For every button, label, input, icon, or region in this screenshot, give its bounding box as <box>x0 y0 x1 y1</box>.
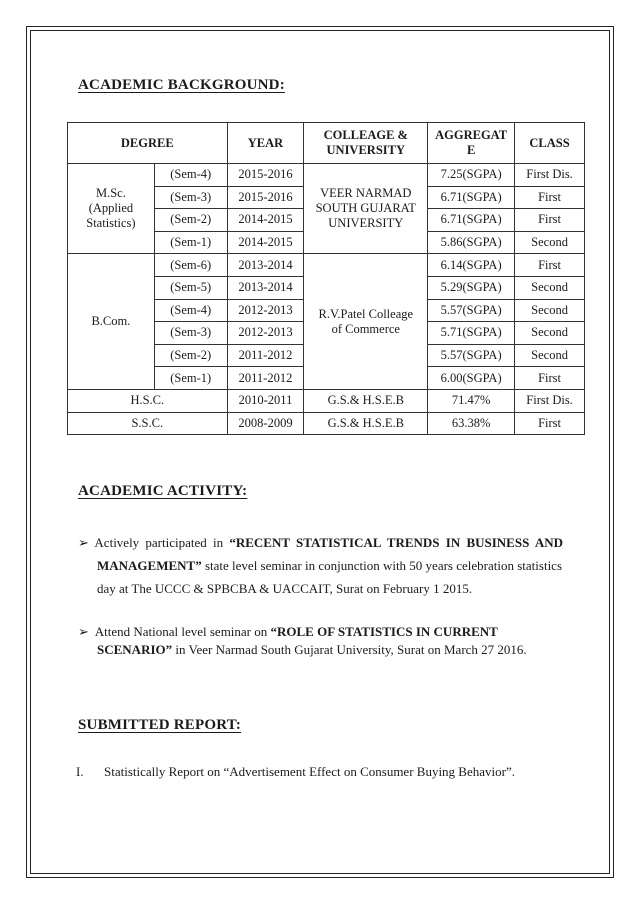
activity-1-line-1: ➢ Actively participated in “RECENT STATISTICAL TRENDS IN BUSINESS AND <box>78 535 563 550</box>
year-cell: 2014-2015 <box>227 231 304 254</box>
year-cell: 2013-2014 <box>227 254 304 277</box>
degree-bcom: B.Com. <box>68 254 155 390</box>
semester-cell: (Sem-3) <box>154 322 227 345</box>
activity-2-line-2: SCENARIO” in Veer Narmad South Gujarat University, Surat on March 27 2016. <box>97 642 527 657</box>
header-degree: DEGREE <box>68 123 228 164</box>
semester-cell: (Sem-2) <box>154 344 227 367</box>
table-row <box>68 164 585 187</box>
aggregate-cell: 6.14(SGPA) <box>428 254 515 277</box>
academic-activity-heading: ACADEMIC ACTIVITY: <box>78 483 248 499</box>
semester-cell: (Sem-5) <box>154 276 227 299</box>
aggregate-cell: 6.00(SGPA) <box>428 367 515 390</box>
class-cell: First <box>515 367 585 390</box>
activity-2-line-1: ➢ Attend National level seminar on “ROLE OF STATISTICS IN CURRENT <box>78 624 498 639</box>
class-cell: First Dis. <box>515 389 585 412</box>
university-vnsgu: VEER NARMAD SOUTH GUJARAT UNIVERSITY <box>304 164 428 254</box>
activity-1-line-3: day at The UCCC & SPBCBA & UACCAIT, Surat on February 1 2015. <box>97 581 473 596</box>
header-aggregate: AGGREGAT E <box>428 123 515 164</box>
semester-cell: (Sem-1) <box>154 367 227 390</box>
degree-msc: M.Sc. (Applied Statistics) <box>68 164 155 254</box>
year-cell: 2014-2015 <box>227 209 304 232</box>
year-cell: 2013-2014 <box>227 276 304 299</box>
board-cell: G.S.& H.S.E.B <box>304 412 428 435</box>
semester-cell: (Sem-4) <box>154 299 227 322</box>
year-cell: 2012-2013 <box>227 299 304 322</box>
aggregate-cell: 7.25(SGPA) <box>428 164 515 187</box>
aggregate-cell: 6.71(SGPA) <box>428 209 515 232</box>
aggregate-cell: 5.29(SGPA) <box>428 276 515 299</box>
academic-background-heading: ACADEMIC BACKGROUND: <box>78 77 285 93</box>
report-text: Statistically Report on “Advertisement Effect on Consumer Buying Behavior”. <box>104 764 515 779</box>
class-cell: Second <box>515 344 585 367</box>
header-year: YEAR <box>227 123 304 164</box>
year-cell: 2012-2013 <box>227 322 304 345</box>
class-cell: First Dis. <box>515 164 585 187</box>
degree-hsc: H.S.C. <box>68 389 228 412</box>
semester-cell: (Sem-2) <box>154 209 227 232</box>
activity-1-line-2: MANAGEMENT” state level seminar in conjunction with 50 years celebration statistics <box>97 558 563 573</box>
table-row <box>68 254 585 277</box>
class-cell: Second <box>515 231 585 254</box>
aggregate-cell: 5.71(SGPA) <box>428 322 515 345</box>
semester-cell: (Sem-3) <box>154 186 227 209</box>
semester-cell: (Sem-4) <box>154 164 227 187</box>
semester-cell: (Sem-6) <box>154 254 227 277</box>
semester-cell: (Sem-1) <box>154 231 227 254</box>
aggregate-cell: 5.86(SGPA) <box>428 231 515 254</box>
header-class: CLASS <box>515 123 585 164</box>
arrow-bullet-icon: ➢ <box>78 535 89 550</box>
table-row-hsc <box>68 389 585 412</box>
class-cell: Second <box>515 299 585 322</box>
aggregate-cell: 71.47% <box>428 389 515 412</box>
class-cell: First <box>515 209 585 232</box>
report-number: I. <box>76 764 84 779</box>
class-cell: Second <box>515 322 585 345</box>
year-cell: 2010-2011 <box>227 389 304 412</box>
board-cell: G.S.& H.S.E.B <box>304 389 428 412</box>
class-cell: Second <box>515 276 585 299</box>
degree-ssc: S.S.C. <box>68 412 228 435</box>
year-cell: 2015-2016 <box>227 186 304 209</box>
year-cell: 2008-2009 <box>227 412 304 435</box>
table-header-row <box>68 123 585 164</box>
college-rvpatel: R.V.Patel Colleage of Commerce <box>304 254 428 390</box>
class-cell: First <box>515 412 585 435</box>
academic-background-table <box>67 122 585 435</box>
year-cell: 2015-2016 <box>227 164 304 187</box>
year-cell: 2011-2012 <box>227 367 304 390</box>
aggregate-cell: 6.71(SGPA) <box>428 186 515 209</box>
aggregate-cell: 63.38% <box>428 412 515 435</box>
submitted-report-heading: SUBMITTED REPORT: <box>78 717 242 733</box>
class-cell: First <box>515 186 585 209</box>
arrow-bullet-icon: ➢ <box>78 624 89 639</box>
header-college: COLLEAGE & UNIVERSITY <box>304 123 428 164</box>
aggregate-cell: 5.57(SGPA) <box>428 299 515 322</box>
aggregate-cell: 5.57(SGPA) <box>428 344 515 367</box>
year-cell: 2011-2012 <box>227 344 304 367</box>
class-cell: First <box>515 254 585 277</box>
table-row-ssc <box>68 412 585 435</box>
